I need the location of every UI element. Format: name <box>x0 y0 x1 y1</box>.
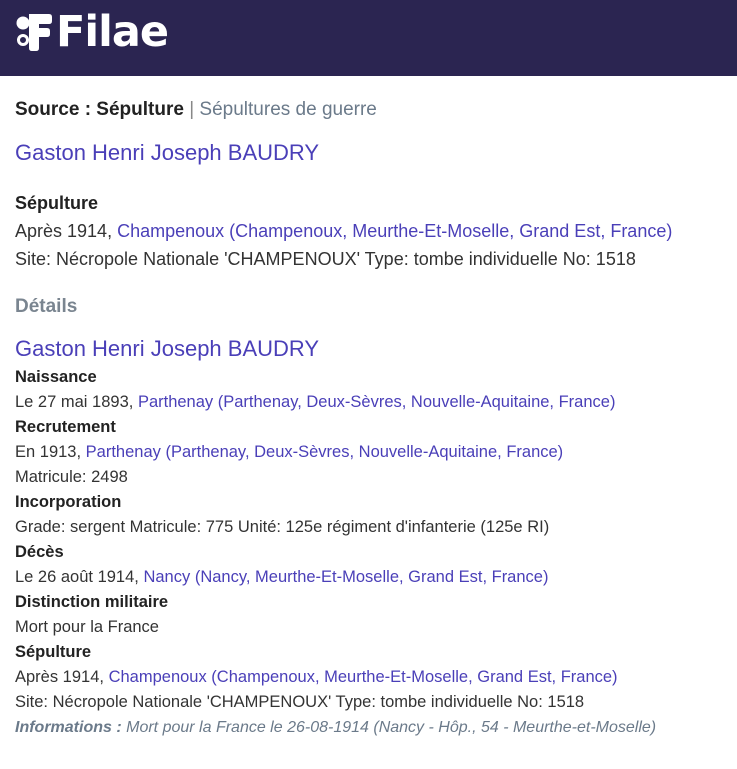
details-title: Détails <box>15 296 78 317</box>
logo-text: Filae <box>56 7 169 57</box>
details-person-name-link[interactable]: Gaston Henri Joseph BAUDRY <box>15 336 320 361</box>
deces-place-link[interactable]: Nancy (Nancy, Meurthe-Et-Moselle, Grand Est, France) <box>143 568 549 586</box>
sepulture-title: Sépulture <box>15 193 99 213</box>
naissance-place-link[interactable]: Parthenay (Parthenay, Deux-Sèvres, Nouvelle-Aquitaine, France) <box>137 393 616 411</box>
naissance-date: Le 27 mai 1893, <box>15 393 134 411</box>
informations-label: Informations : <box>15 719 122 736</box>
sepulture-date: Après 1914, <box>15 221 113 241</box>
distinction-text: Mort pour la France <box>15 618 159 636</box>
details-list <box>15 365 722 740</box>
details-sepulture-row <box>15 665 722 690</box>
recrutement-date: En 1913, <box>15 443 82 461</box>
sepulture-block <box>15 189 722 273</box>
filae-logo[interactable] <box>15 7 168 57</box>
person-name-link[interactable]: Gaston Henri Joseph BAUDRY <box>15 140 320 165</box>
sepulture-site: Site: Nécropole Nationale 'CHAMPENOUX' Type: tombe individuelle No: 1518 <box>15 249 636 269</box>
source-separator: | <box>189 99 195 120</box>
filae-logo-icon <box>15 10 53 54</box>
incorporation-text: Grade: sergent Matricule: 775 Unité: 125e régiment d'infanterie (125e RI) <box>15 518 550 536</box>
top-header <box>0 0 737 76</box>
details-sepulture-label: Sépulture <box>15 643 92 661</box>
informations-text: Mort pour la France le 26-08-1914 (Nancy - Hôp., 54 - Meurthe-et-Moselle) <box>126 719 657 736</box>
details-sepulture-date: Après 1914, <box>15 668 104 686</box>
naissance-row <box>15 390 722 415</box>
details-sepulture-place-link[interactable]: Champenoux (Champenoux, Meurthe-Et-Moselle, Grand Est, France) <box>108 668 618 686</box>
source-line <box>15 98 722 122</box>
naissance-label: Naissance <box>15 368 97 386</box>
distinction-label: Distinction militaire <box>15 593 169 611</box>
deces-date: Le 26 août 1914, <box>15 568 139 586</box>
source-label: Source : Sépulture <box>15 99 184 120</box>
recrutement-row <box>15 440 722 465</box>
sepulture-place-link[interactable]: Champenoux (Champenoux, Meurthe-Et-Moselle, Grand Est, France) <box>117 221 673 241</box>
incorporation-label: Incorporation <box>15 493 122 511</box>
deces-row <box>15 565 722 590</box>
record-content <box>0 98 737 740</box>
recrutement-matricule: Matricule: 2498 <box>15 468 128 486</box>
source-value: Sépultures de guerre <box>199 99 377 120</box>
sepulture-date-row <box>15 217 722 245</box>
recrutement-place-link[interactable]: Parthenay (Parthenay, Deux-Sèvres, Nouvelle-Aquitaine, France) <box>85 443 564 461</box>
deces-label: Décès <box>15 543 64 561</box>
informations-row <box>15 715 722 740</box>
details-sepulture-site: Site: Nécropole Nationale 'CHAMPENOUX' Type: tombe individuelle No: 1518 <box>15 693 585 711</box>
recrutement-label: Recrutement <box>15 418 116 436</box>
